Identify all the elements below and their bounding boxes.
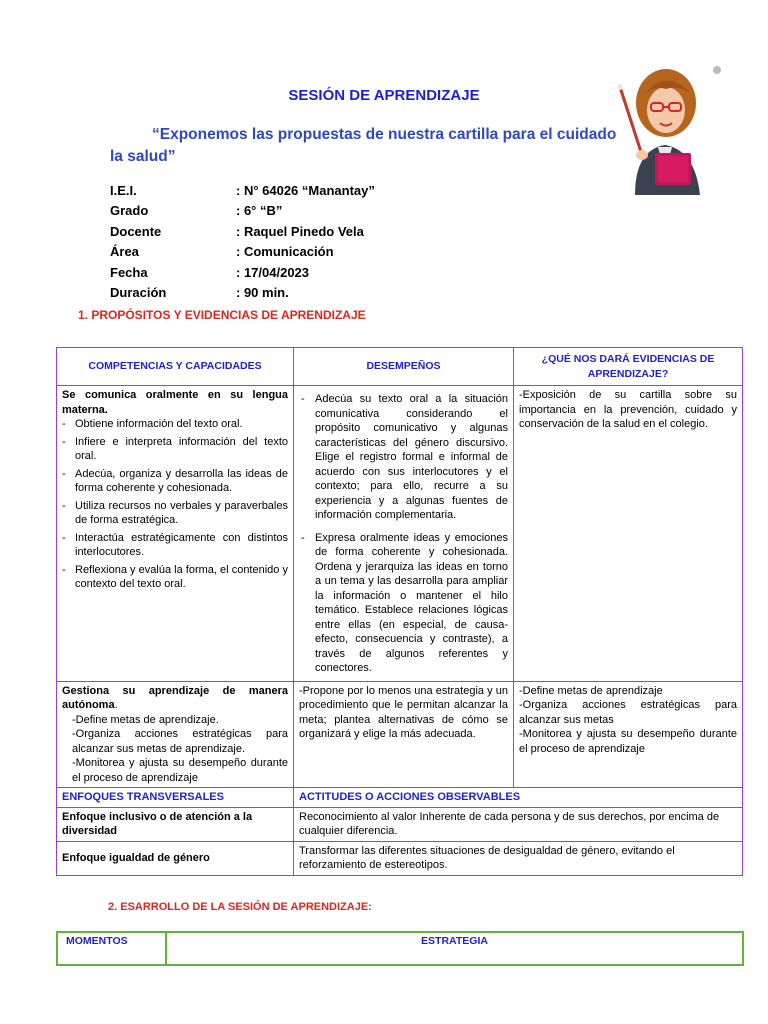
approach-attitude: Transformar las diferentes situaciones de desigualdad de género, evitando el reforzamiento de estereotipos. (294, 841, 743, 875)
performance-cell: -Propone por lo menos una estrategia y un procedimiento que le permitan alcanzar la meta; plantea alternativas de cómo se organizará y elige la más adecuada. (294, 681, 514, 788)
list-item: -Define metas de aprendizaje (519, 684, 663, 697)
teacher-illustration-icon (600, 55, 730, 195)
section-heading-development: 2. ESARROLLO DE LA SESIÓN DE APRENDIZAJE: (108, 901, 372, 913)
list-item: -Monitorea y ajusta su desempeño durante el proceso de aprendizaje (519, 728, 737, 755)
approach-name: Enfoque igualdad de género (57, 841, 294, 875)
purposes-table (56, 347, 743, 876)
approach-name: Enfoque inclusivo o de atención a la diversidad (57, 807, 294, 841)
list-item: - Reflexiona y evalúa la forma, el contenido y contexto del texto oral. (62, 563, 288, 592)
page-title: SESIÓN DE APRENDIZAJE (288, 87, 480, 104)
list-item: - Interactúa estratégicamente con distintos interlocutores. (62, 531, 288, 560)
info-row: Área : Comunicación (110, 244, 334, 260)
column-header: DESEMPEÑOS (294, 348, 514, 386)
approach-attitude: Reconocimiento al valor Inherente de cada persona y de sus derechos, por encima de cualquier diferencia. (294, 807, 743, 841)
info-row: Docente : Raquel Pinedo Vela (110, 223, 364, 239)
section-heading-purposes: 1. PROPÓSITOS Y EVIDENCIAS DE APRENDIZAJE (78, 308, 366, 322)
table-row (57, 932, 743, 965)
column-header: ESTRATEGIA (166, 932, 743, 965)
session-info (110, 180, 510, 303)
capacities-list (62, 417, 288, 592)
moments-table (56, 931, 744, 966)
info-row: Grado : 6° “B” (110, 203, 283, 219)
list-item: -Organiza acciones estratégicas para alcanzar sus metas (519, 699, 737, 726)
competency-title: Gestiona su aprendizaje de manera autónoma (62, 684, 288, 711)
table-row (57, 807, 743, 841)
evidence-cell: -Exposición de su cartilla sobre su importancia en la prevención, cuidado y conservación de la salud en el colegio. (514, 386, 743, 682)
session-subtitle: “Exponemos las propuestas de nuestra cartilla para el cuidado la salud” (110, 126, 617, 165)
performances-list (299, 392, 508, 676)
list-item: - Adecúa, organiza y desarrolla las ideas de forma coherente y cohesionada. (62, 467, 288, 496)
list-item: -Organiza acciones estratégicas para alcanzar sus metas de aprendizaje. (72, 728, 288, 755)
list-item: - Utiliza recursos no verbales y paraverbales de forma estratégica. (62, 499, 288, 528)
list-item: - Adecúa su texto oral a la situación comunicativa considerando el propósito comunicativo y algunas características del género discursivo. Elige el registro formal e informal de acuerdo con sus interlocutores y el contexto; para ello, recurre a su experiencia y a algunas fuentes de información complementaria. (299, 392, 508, 523)
column-header: ¿QUÉ NOS DARÁ EVIDENCIAS DE APRENDIZAJE? (514, 348, 743, 386)
approaches-header: ENFOQUES TRANSVERSALES (57, 788, 294, 808)
competency-title: Se comunica oralmente en su lengua materna. (62, 389, 288, 416)
list-item: - Obtiene información del texto oral. (62, 417, 288, 432)
list-item: - Expresa oralmente ideas y emociones de forma coherente y cohesionada. Ordena y jerarquiza las ideas en torno a un tema y las desarrolla para ampliar la información o mantener el hilo temático. Establece relaciones lógicas entre ellas (en especial, de causa-efecto, consecuencia y contraste), a través de algunos referentes y conectores. (299, 531, 508, 676)
column-header: MOMENTOS (57, 932, 166, 965)
table-row (57, 841, 743, 875)
info-row: I.E.I. : N° 64026 “Manantay” (110, 182, 375, 198)
attitudes-header: ACTITUDES O ACCIONES OBSERVABLES (294, 788, 743, 808)
info-row: Fecha : 17/04/2023 (110, 264, 310, 280)
table-row (57, 788, 743, 808)
table-row: Gestiona su aprendizaje de manera autónoma. -Define metas de aprendizaje. -Organiza acciones estratégicas para alcanzar sus metas de aprendizaje. -Monitorea y ajusta su desempeño durante el proceso de aprendizaje -Propone por lo menos una estrategia y un procedimiento que le permitan alcanzar la meta; plantea alternativas de cómo se organizará y elige la más adecuada. -Define metas de aprendizaje -Organiza acciones estratégicas para alcanzar sus metas -Monitorea y ajusta su desempeño durante el proceso de aprendizaje (57, 681, 743, 788)
list-item: -Define metas de aprendizaje. (72, 713, 219, 726)
column-header: COMPETENCIAS Y CAPACIDADES (57, 348, 294, 386)
info-row: Duración : 90 min. (110, 285, 289, 301)
table-row (57, 386, 743, 682)
list-item: - Infiere e interpreta información del texto oral. (62, 435, 288, 464)
list-item: -Monitorea y ajusta su desempeño durante el proceso de aprendizaje (72, 757, 288, 784)
